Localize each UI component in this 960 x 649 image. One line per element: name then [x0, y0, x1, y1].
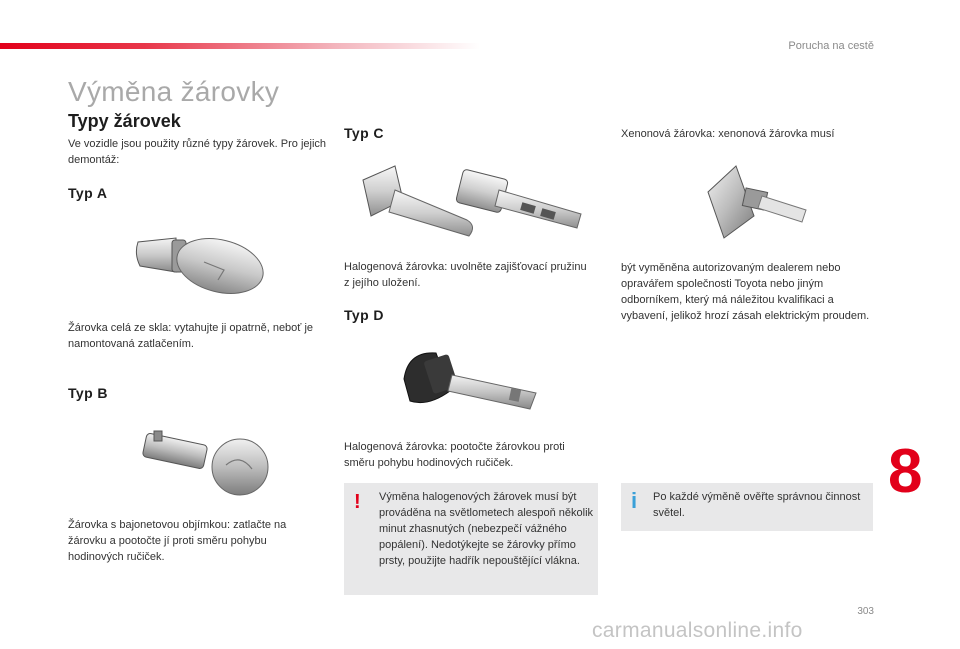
- page-number: 303: [857, 606, 874, 617]
- bulb-type-d-icon: [398, 345, 548, 425]
- header-accent-bar: [0, 43, 480, 49]
- info-notice: [621, 483, 873, 531]
- xenon-description-bottom: být vyměněna autorizovaným dealerem nebo opravářem společnosti Toyota nebo jiným odborníkem, který má náležitou kvalifikaci a vybavení, jelikož hrozí zásah elektrickým proudem.: [621, 262, 870, 322]
- intro-text: Ve vozidle jsou použity různé typy žárovek. Pro jejich demontáž:: [68, 138, 327, 166]
- type-d-description: Halogenová žárovka: pootočte žárovkou proti směru pohybu hodinových ručiček.: [344, 441, 565, 469]
- type-c-description: Halogenová žárovka: uvolněte zajišťovací pružinu z jejího uložení.: [344, 261, 587, 289]
- bulb-type-c-icon: [355, 160, 595, 255]
- chapter-number: 8: [888, 437, 923, 506]
- page-title: Výměna žárovky: [68, 76, 280, 107]
- type-a-description: Žárovka celá ze skla: vytahujte ji opatrně, neboť je namontovaná zatlačením.: [68, 322, 314, 350]
- bulb-type-a-icon: [128, 222, 268, 302]
- info-icon: i: [631, 488, 638, 513]
- type-b-description: Žárovka s bajonetovou objímkou: zatlačte na žárovku a pootočte jí proti směru pohybu hodinových ručiček.: [68, 519, 287, 563]
- watermark: carmanualsonline.info: [592, 619, 803, 642]
- subtitle: Typy žárovek: [68, 111, 181, 131]
- warning-notice: [344, 483, 598, 595]
- warning-icon: !: [354, 491, 361, 513]
- section-label: Porucha na cestě: [788, 40, 874, 52]
- type-a-heading: Typ A: [68, 185, 108, 201]
- warning-text: Výměna halogenových žárovek musí být prováděna na světlometech alespoň několik minut zhasnutých (nebezpečí vážného popálení). Nedotýkejte se žárovky přímo prsty, použijte hadřík nepouštějící vlákna.: [379, 491, 594, 567]
- info-text: Po každé výměně ověřte správnou činnost světel.: [653, 491, 861, 519]
- type-d-heading: Typ D: [344, 307, 384, 323]
- bulb-xenon-icon: [702, 162, 812, 244]
- type-c-heading: Typ C: [344, 125, 384, 141]
- bulb-type-b-icon: [140, 425, 280, 500]
- type-b-heading: Typ B: [68, 385, 108, 401]
- xenon-description-top: Xenonová žárovka: xenonová žárovka musí: [621, 128, 835, 140]
